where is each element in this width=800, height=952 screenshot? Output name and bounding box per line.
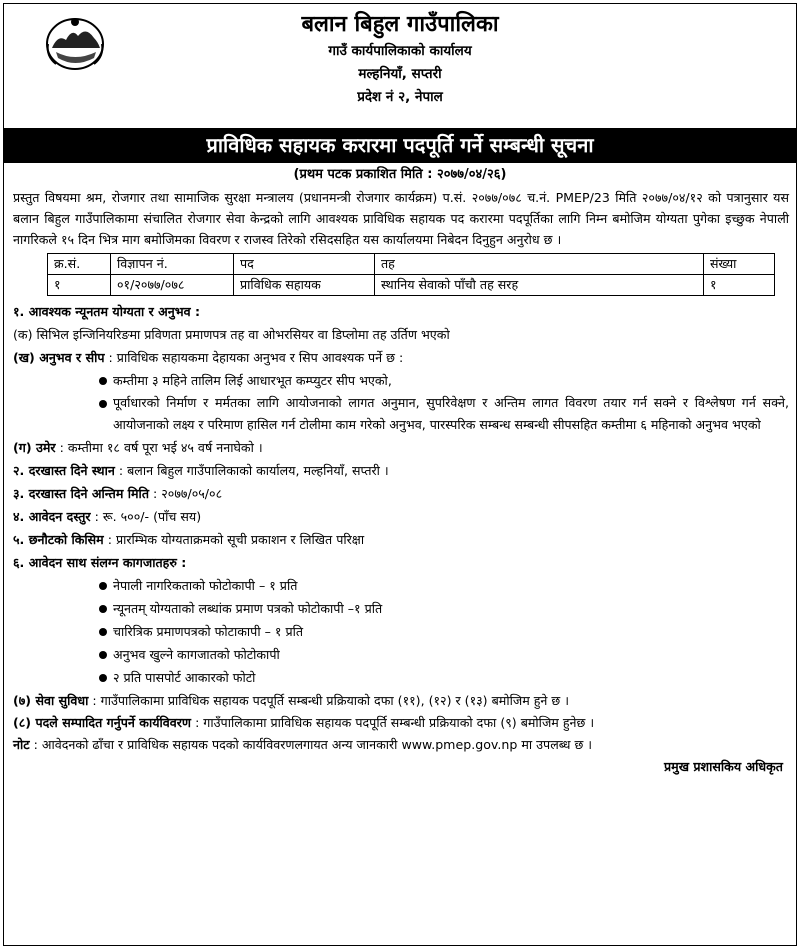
notice-page <box>3 3 797 946</box>
section-1-ka: (क) सिभिल इन्जिनियरिङमा प्रविणता प्रमाणपत्र तह वा ओभरसियर वा डिप्लोमा तह उर्तिण भएको <box>13 327 450 342</box>
ga-label: (ग) उमेर <box>13 440 56 455</box>
section-4 <box>13 505 789 528</box>
list-item <box>13 643 789 666</box>
bullet-icon <box>99 628 107 636</box>
section-3-label: ३. दरखास्त दिने अन्तिम मिति <box>13 486 149 501</box>
bullet-icon <box>99 674 107 682</box>
bullet-icon <box>99 651 107 659</box>
table-cell: १ <box>704 275 775 296</box>
table-cell: ०१/२०७७/०७८ <box>111 275 234 296</box>
bullet-icon <box>99 400 107 408</box>
table-header-cell: पद <box>234 254 375 275</box>
list-item-text: नेपाली नागरिकताको फोटोकापी – १ प्रति <box>113 578 298 593</box>
section-5 <box>13 528 789 551</box>
bullet-icon <box>99 582 107 590</box>
table-cell: स्थानिय सेवाको पाँचौ तह सरह <box>375 275 704 296</box>
bullet-icon <box>99 605 107 613</box>
table-header-cell: तह <box>375 254 704 275</box>
signature: प्रमुख प्रशासकिय अधिकृत <box>664 759 783 774</box>
list-item-text: पूर्वाधारको निर्माण र मर्मतका लागि आयोजनाको लागत अनुमान, सुपरिवेक्षण र अन्तिम लागत विवरण तयार गर्न सक्ने र विश्लेषण गर्न सक्ने, आयोजनाको लक्ष्य र परिमाण हासिल गर्न टोलीमा काम गरेको अनुभव, पारस्परिक सम्बन्ध सम्बन्धी सीपसहित कम्तीमा ६ महिनाको अनुभव भएको <box>113 395 789 432</box>
notice-banner: प्राविधिक सहायक करारमा पदपूर्ति गर्ने सम्बन्धी सूचना <box>4 128 796 163</box>
header <box>4 4 796 128</box>
municipality-title: बलान बिहुल गाउँपालिका <box>301 12 499 37</box>
nepal-emblem-icon <box>44 14 106 72</box>
list-item <box>13 574 789 597</box>
office-name: गाउँ कार्यपालिकाको कार्यालय <box>328 43 472 59</box>
table-header-cell: क्र.सं. <box>48 254 111 275</box>
note-label: नोट <box>13 737 30 752</box>
section-4-label: ४. आवेदन दस्तुर <box>13 509 91 524</box>
list-item <box>13 392 789 436</box>
section-5-label: ५. छनौटको किसिम <box>13 532 104 547</box>
table-header-row <box>48 254 775 275</box>
section-1-kha <box>13 346 789 369</box>
note <box>13 733 789 756</box>
office-location: मल्हनियाँ, सप्तरी <box>358 66 442 82</box>
list-item <box>13 666 789 689</box>
list-item-text: २ प्रति पासपोर्ट आकारको फोटो <box>113 670 256 685</box>
section-7-label: (७) सेवा सुविधा <box>13 693 89 708</box>
kha-label: (ख) अनुभव र सीप <box>13 350 105 365</box>
bullet-icon <box>99 377 107 385</box>
vacancy-table <box>47 253 775 296</box>
list-item-text: न्यूनतम् योग्यताको लब्धांक प्रमाण पत्रको फोटोकापी –१ प्रति <box>113 601 383 616</box>
list-item-text: अनुभव खुल्ने कागजातको फोटोकापी <box>113 647 280 662</box>
section-8-text: : गाउँपालिकामा प्राविधिक सहायक पदपूर्ति सम्बन्धी प्रक्रियाको दफा (९) बमोजिम हुनेछ । <box>195 715 595 730</box>
section-7-text: : गाउँपालिकामा प्राविधिक सहायक पदपूर्ति सम्बन्धी प्रक्रियाको दफा (११), (१२) र (१३) बमोजिम हुने छ । <box>92 693 570 708</box>
table-header-cell: संख्या <box>704 254 775 275</box>
section-6-title: ६. आवेदन साथ संलग्न कागजातहरु : <box>13 555 187 570</box>
table-cell: १ <box>48 275 111 296</box>
section-2 <box>13 459 789 482</box>
section-3 <box>13 482 789 505</box>
list-item-text: कम्तीमा ३ महिने तालिम लिई आधारभूत कम्प्युटर सीप भएको, <box>113 373 392 388</box>
section-3-text: : २०७७/०५/०८ <box>153 486 223 501</box>
notice-body <box>4 187 796 778</box>
section-4-text: : रू. ५००/- (पाँच सय) <box>94 509 202 524</box>
list-item-text: चारित्रिक प्रमाणपत्रको फोटाकापी – १ प्रति <box>113 624 304 639</box>
section-5-text: : प्रारम्भिक योग्यताक्रमको सूची प्रकाशन र लिखित परिक्षा <box>107 532 365 547</box>
list-item <box>13 597 789 620</box>
publication-date: (प्रथम पटक प्रकाशित मिति : २०७७/०४/२६) <box>293 167 507 182</box>
section-2-label: २. दरखास्त दिने स्थान <box>13 463 115 478</box>
table-row <box>48 275 775 296</box>
section-1-title: १. आवश्यक न्यूनतम योग्यता र अनुभव : <box>13 304 201 319</box>
intro-paragraph: प्रस्तुत विषयमा श्रम, रोजगार तथा सामाजिक सुरक्षा मन्त्रालय (प्रधानमन्त्री रोजगार कार्यक्रम) प.सं. २०७७/०७८ च.नं. PMEP/23 मिति २०७७/०४/१२ को पत्रानुसार यस बलान बिहुल गाउँपालिकामा संचालित रोजगार सेवा केन्द्रको लागि आवश्यक प्राविधिक सहायक पद करारमा पदपूर्तिका लागि निम्न बमोजिम योग्यता पुगेका इच्छुक नेपाली नागरिकले १५ दिन भित्र माग बमोजिमका विवरण र राजस्व तिरेको रसिदसहित यस कार्यालयमा निबेदन दिनुहुन अनुरोध छ । <box>13 190 789 247</box>
note-text: : आवेदनको ढाँचा र प्राविधिक सहायक पदको कार्यविवरणलगायत अन्य जानकारी www.pmep.gov.np मा उपलब्ध छ । <box>33 737 593 752</box>
section-8-label: (८) पदले सम्पादित गर्नुपर्ने कार्यविवरण <box>13 715 192 730</box>
ga-text: : कम्तीमा १८ वर्ष पूरा भई ४५ वर्ष ननाघेको । <box>59 440 263 455</box>
list-item <box>13 620 789 643</box>
section-7 <box>13 689 789 712</box>
section-2-text: : बलान बिहुल गाउँपालिकाको कार्यालय, मल्हनियाँ, सप्तरी । <box>118 463 389 478</box>
list-item <box>13 369 789 392</box>
section-8 <box>13 712 789 733</box>
table-header-cell: विज्ञापन नं. <box>111 254 234 275</box>
table-cell: प्राविधिक सहायक <box>234 275 375 296</box>
kha-text: : प्राविधिक सहायकमा देहायका अनुभव र सिप आवश्यक पर्ने छ : <box>108 350 404 365</box>
province-line: प्रदेश नं २, नेपाल <box>357 89 443 105</box>
section-1-ga <box>13 436 789 459</box>
